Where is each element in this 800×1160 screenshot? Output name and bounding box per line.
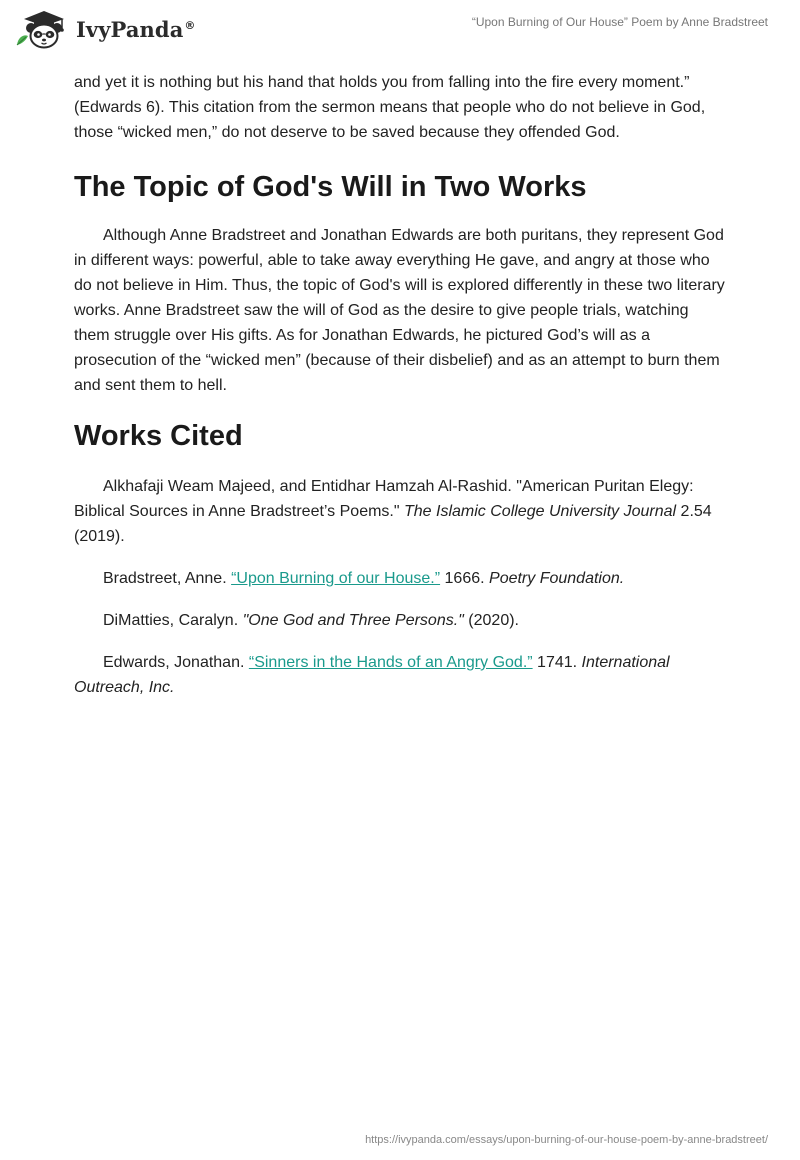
works-cited-heading: Works Cited — [74, 420, 243, 452]
topic-heading: The Topic of God's Will in Two Works — [74, 171, 587, 203]
bradstreet-poem-link[interactable]: “Upon Burning of our House.” — [231, 570, 441, 587]
panda-graduation-icon — [14, 9, 72, 49]
citation-bradstreet: Bradstreet, Anne. “Upon Burning of our House.” 1666. Poetry Foundation. — [103, 570, 625, 587]
citation-dimatties: DiMatties, Caralyn. "One God and Three Persons." (2020). — [103, 612, 519, 629]
essay-content — [74, 70, 728, 717]
topic-paragraph: Although Anne Bradstreet and Jonathan Edwards are both puritans, they represent God in different ways: powerful, able to take away everything He gave, and angry at those who do not believe in Him. Thus, the topic of God's will is explored differently in these two literary works. Anne Bradstreet saw the will of God as the desire to give people trials, watching them struggle over His gifts. As for Jonathan Edwards, he pictured God’s will as a prosecution of the “wicked men” (because of their disbelief) and as an attempt to burn them and sent them to hell. — [74, 227, 725, 394]
logo-wordmark: IvyPanda® — [76, 16, 196, 42]
citation-edwards: Edwards, Jonathan. “Sinners in the Hands of an Angry God.” 1741. International Outreach, Inc. — [74, 654, 670, 696]
page-header — [0, 0, 800, 64]
ivypanda-logo[interactable] — [14, 9, 196, 49]
document-title: “Upon Burning of Our House” Poem by Anne Bradstreet — [471, 15, 768, 29]
source-url[interactable]: https://ivypanda.com/essays/upon-burning-of-our-house-poem-by-anne-bradstreet/ — [365, 1134, 768, 1146]
intro-paragraph: and yet it is nothing but his hand that holds you from falling into the fire every moment.” (Edwards 6). This citation from the sermon means that people who do not believe in God, those “wicked men,” do not deserve to be saved because they offended God. — [74, 74, 706, 141]
edwards-sermon-link[interactable]: “Sinners in the Hands of an Angry God.” — [248, 654, 533, 671]
citation-alkhafaji: Alkhafaji Weam Majeed, and Entidhar Hamzah Al-Rashid. "American Puritan Elegy: Biblical Sources in Anne Bradstreet’s Poems." The Islamic College University Journal 2.54 (2019). — [74, 478, 712, 545]
